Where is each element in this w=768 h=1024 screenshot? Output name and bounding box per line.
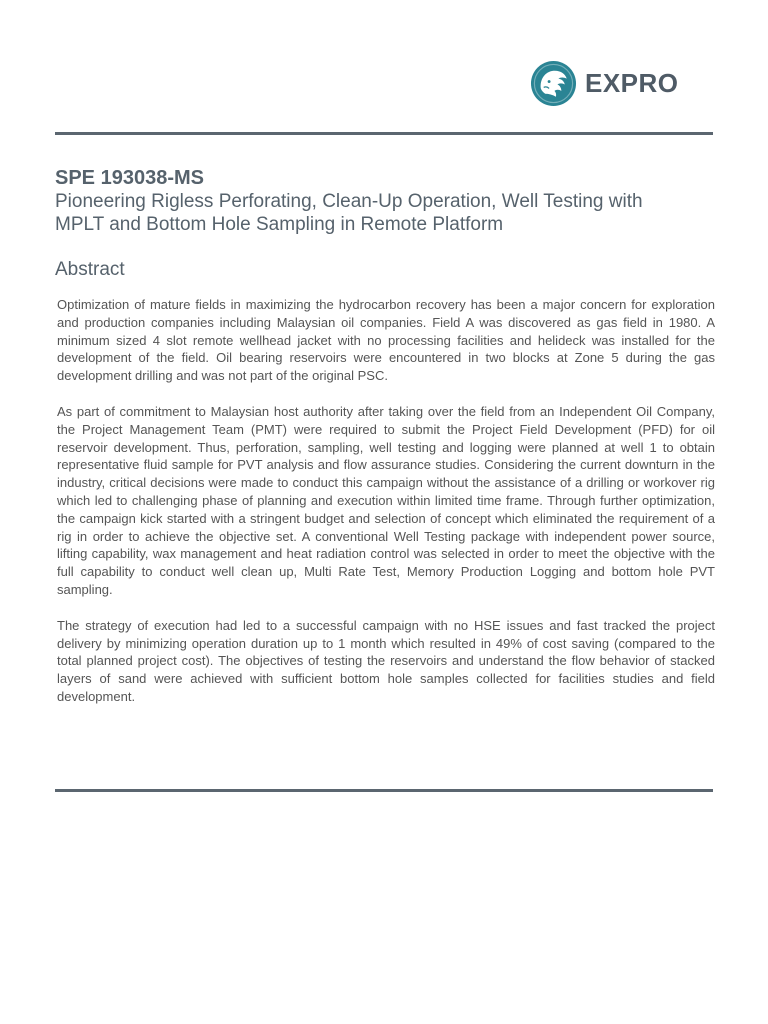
paper-title: Pioneering Rigless Perforating, Clean-Up Operation, Well Testing with MPLT and Bottom Hole Sampling in Remote Platform xyxy=(55,191,643,235)
abstract-heading: Abstract xyxy=(55,259,125,280)
top-divider xyxy=(55,132,713,135)
abstract-body xyxy=(57,296,715,724)
expro-logo xyxy=(530,59,679,107)
paper-id: SPE 193038-MS xyxy=(55,167,204,189)
lion-head-icon xyxy=(530,60,577,107)
logo-wordmark: EXPRO xyxy=(585,68,679,98)
abstract-paragraph: As part of commitment to Malaysian host authority after taking over the field from an Independent Oil Company, the Project Management Team (PMT) were required to submit the Project Field Development (PFD) for oil reservoir development. Thus, perforation, sampling, well testing and logging were planned at well 1 to obtain representative fluid sample for PVT analysis and flow assurance studies. Considering the current downturn in the industry, critical decisions were made to conduct this campaign without the assistance of a drilling or workover rig which led to challenging phase of planning and execution within limited time frame. Through further optimization, the campaign kick started with a stringent budget and selection of concept which eliminated the requirement of a rig in order to achieve the objective set. A conventional Well Testing package with independent power source, lifting capability, wax management and heat radiation control was selected in order to meet the objective with the full capability to conduct well clean up, Multi Rate Test, Memory Production Logging and bottom hole PVT sampling. xyxy=(57,403,715,597)
abstract-paragraph: The strategy of execution had led to a successful campaign with no HSE issues and fast tracked the project delivery by minimizing operation duration up to 1 month which resulted in 49% of cost saving (compared to the total planned project cost). The objectives of testing the reservoirs and understand the flow behavior of stacked layers of sand were achieved with sufficient bottom hole samples collected for facilities studies and field development. xyxy=(57,617,715,704)
bottom-divider xyxy=(55,789,713,792)
abstract-paragraph: Optimization of mature fields in maximizing the hydrocarbon recovery has been a major concern for exploration and production companies including Malaysian oil companies. Field A was discovered as gas field in 1980. A minimum sized 4 slot remote wellhead jacket with no processing facilities and helideck was installed for the development of the field. Oil bearing reservoirs were encountered in two blocks at Zone 5 during the gas development drilling and was not part of the original PSC. xyxy=(57,297,715,384)
